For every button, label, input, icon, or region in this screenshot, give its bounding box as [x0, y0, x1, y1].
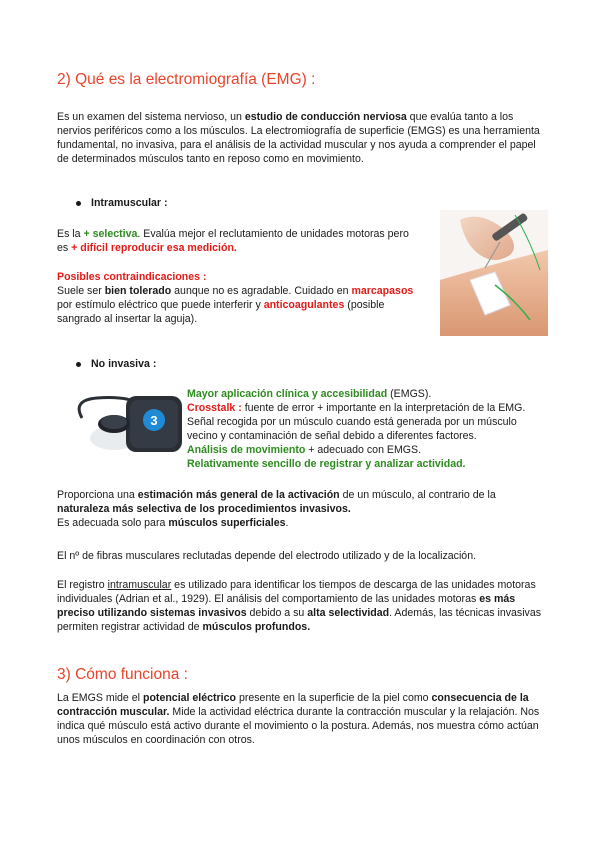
- intramuscular-needle-photo: [440, 210, 548, 336]
- como-funciona-paragraph: La EMGS mide el potencial eléctrico presente en la superficie de la piel como consecuencia de la contracción muscular. Mide la actividad eléctrica durante la contracción muscular y la relajación. Nos indica qué músculo está activo durante el movimiento o la postura. Además, nos muestra cómo actúan unos músculos en coordinación con otros.: [57, 692, 540, 746]
- no-invasiva-description: Mayor aplicación clínica y accesibilidad (EMGS). Crosstalk : fuente de error + importante en la interpretación de la EMG. Señal recogida por un músculo cuando está generada por un músculo vecino y contaminación de señal debido a diferentes factores. Análisis de movimiento + adecuado con EMGS. Relativamente sencillo de registrar y analizar actividad.: [187, 388, 526, 470]
- bullet-intramuscular: Intramuscular :: [76, 196, 168, 210]
- bullet-dot-icon: [76, 362, 81, 367]
- bullet-dot-icon: [76, 201, 81, 206]
- contraindications-block: Posibles contraindicaciones : Suele ser bien tolerado aunque no es agradable. Cuidado en marcapasos por estímulo eléctrico que puede interferir y anticoagulantes (posible sangrado al insertar la aguja).: [57, 271, 414, 325]
- section-heading-emg: 2) Qué es la electromiografía (EMG) :: [57, 71, 316, 88]
- section-heading-como-funciona: 3) Cómo funciona :: [57, 666, 188, 683]
- bullet-no-invasiva: No invasiva :: [76, 357, 156, 371]
- intro-paragraph: Es un examen del sistema nervioso, un estudio de conducción nerviosa que evalúa tanto a los nervios periféricos como a los músculos. La electromiografía de superficie (EMGS) es una herramienta fundamental, no invasiva, para el análisis de la actividad muscular y nos ayuda a comprender el papel de determinados músculos tanto en reposo como en movimiento.: [57, 111, 540, 165]
- emg-device-photo: [42, 380, 184, 464]
- general-activation-paragraph: Proporciona una estimación más general de la activación de un músculo, al contrario de la naturaleza más selectiva de los procedimientos invasivos. Es adecuada solo para músculos superficiales.: [57, 489, 496, 529]
- fibers-paragraph: El nº de fibras musculares reclutadas depende del electrodo utilizado y de la localización.: [57, 550, 477, 562]
- intramuscular-description: Es la + selectiva. Evalúa mejor el reclutamiento de unidades motoras pero es + difícil reproducir esa medición.: [57, 228, 409, 254]
- svg-text:3: 3: [150, 413, 158, 428]
- intramuscular-register-paragraph: El registro intramuscular es utilizado para identificar los tiempos de descarga de las unidades motoras individuales (Adrian et al., 1929). El análisis del comportamiento de las unidades motoras es más preciso utilizando sistemas invasivos debido a su alta selectividad. Además, las técnicas invasivas permiten registrar actividad de músculos profundos.: [57, 579, 542, 633]
